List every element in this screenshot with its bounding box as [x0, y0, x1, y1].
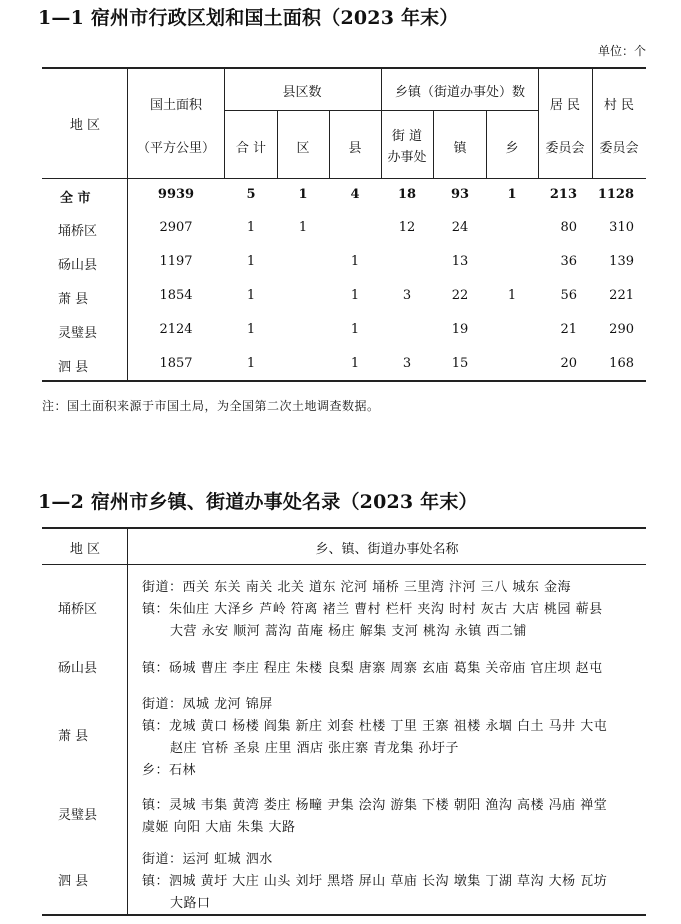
row-resident: 21	[560, 322, 577, 337]
table2-top-rule	[42, 527, 646, 529]
row-district: 砀山县	[58, 258, 98, 273]
row-area: 2907	[159, 220, 193, 235]
header-resident-committee: 居 民	[549, 98, 581, 113]
table1-title: 1—1 宿州市行政区划和国土面积（2023 年末）	[38, 7, 459, 29]
row-district: 砀山县	[58, 661, 98, 676]
row-xian: 1	[350, 356, 360, 371]
town-list: 镇：龙城 黄口 杨楼 阎集 新庄 刘套 杜楼 丁里 王寨 祖楼 永堌 白土 马井 大屯	[142, 719, 608, 734]
header-street-office: 办事处	[387, 150, 427, 165]
row-xian: 1	[350, 288, 360, 303]
row-town: 15	[451, 356, 469, 371]
row-district: 全 市	[60, 191, 91, 206]
row-village: 1128	[597, 187, 634, 202]
row-district: 泗 县	[58, 360, 89, 375]
row-xian: 1	[350, 254, 360, 269]
table1-vrule	[381, 67, 382, 178]
row-town: 13	[451, 254, 469, 269]
header-township-count: 乡镇（街道办事处）数	[394, 85, 526, 100]
town-list-cont: 虞姬 向阳 大庙 朱集 大路	[142, 820, 296, 835]
row-village: 139	[609, 254, 634, 269]
row-total: 1	[246, 322, 256, 337]
row-district: 萧 县	[58, 729, 89, 744]
row-village: 310	[609, 220, 634, 235]
table1-vrule	[433, 110, 434, 178]
row-total: 1	[246, 356, 256, 371]
header-street: 街 道	[391, 129, 423, 144]
row-resident: 36	[560, 254, 577, 269]
row-town: 93	[450, 187, 470, 202]
header-area-unit: （平方公里）	[136, 141, 216, 156]
row-district: 灵璧县	[58, 326, 98, 341]
table2-header-bottom-rule	[42, 564, 646, 565]
row-street: 3	[402, 356, 412, 371]
table1-vrule	[127, 67, 128, 178]
row-area: 1854	[159, 288, 193, 303]
header-county-district-count: 县区数	[282, 85, 322, 100]
table1-bottom-rule	[42, 380, 646, 382]
row-xiang: 1	[507, 288, 517, 303]
row-resident: 20	[560, 356, 577, 371]
header-town: 镇	[453, 141, 467, 156]
table1-vrule	[486, 110, 487, 178]
town-list: 镇：砀城 曹庄 李庄 程庄 朱楼 良梨 唐寨 周寨 玄庙 葛集 关帝庙 官庄坝 赵屯	[142, 661, 603, 676]
header-xian: 县	[348, 141, 362, 156]
table2-vrule	[127, 527, 128, 914]
unit-label: 单位：个	[597, 44, 646, 58]
row-district: 埇桥区	[58, 224, 98, 239]
xiang-list: 乡：石林	[142, 763, 197, 778]
row-xian: 4	[350, 187, 360, 202]
town-list-cont: 赵庄 官桥 圣泉 庄里 酒店 张庄寨 青龙集 孙圩子	[170, 741, 459, 756]
header-qu: 区	[296, 141, 310, 156]
row-town: 22	[451, 288, 469, 303]
row-resident: 56	[560, 288, 577, 303]
row-district: 灵璧县	[58, 808, 98, 823]
header-xiang: 乡	[505, 141, 519, 156]
town-list-cont: 大营 永安 顺河 蒿沟 苗庵 杨庄 解集 支河 桃沟 永镇 西二铺	[170, 624, 527, 639]
table2-header-names: 乡、镇、街道办事处名称	[315, 542, 459, 557]
table1-vrule	[329, 110, 330, 178]
row-street: 3	[402, 288, 412, 303]
row-xiang: 1	[507, 187, 517, 202]
town-list: 镇：朱仙庄 大泽乡 芦岭 符离 褚兰 曹村 栏杆 夹沟 时村 灰古 大店 桃园 蕲县	[142, 602, 603, 617]
header-area: 国土面积	[149, 98, 203, 113]
row-area: 2124	[159, 322, 193, 337]
header-resident-committee-2: 委员会	[545, 141, 585, 156]
row-total: 1	[246, 254, 256, 269]
row-village: 168	[609, 356, 634, 371]
row-resident: 213	[549, 187, 577, 202]
table1-note: 注：国土面积来源于市国土局，为全国第二次土地调查数据。	[42, 399, 380, 413]
row-village: 290	[609, 322, 634, 337]
row-village: 221	[609, 288, 634, 303]
table2-title: 1—2 宿州市乡镇、街道办事处名录（2023 年末）	[38, 491, 478, 513]
header-village-committee: 村 民	[603, 98, 635, 113]
table2-bottom-rule	[42, 914, 646, 916]
row-total: 1	[246, 220, 256, 235]
row-xian: 1	[350, 322, 360, 337]
row-qu: 1	[298, 220, 308, 235]
table1-vrule	[538, 67, 539, 178]
table1-vrule	[277, 110, 278, 178]
street-list: 街道：运河 虹城 泗水	[142, 852, 273, 867]
row-district: 埇桥区	[58, 602, 98, 617]
town-list-cont: 大路口	[170, 896, 211, 911]
table1-top-rule	[42, 67, 646, 69]
row-district: 泗 县	[58, 874, 89, 889]
row-district: 萧 县	[58, 292, 89, 307]
row-town: 19	[451, 322, 469, 337]
row-town: 24	[451, 220, 469, 235]
town-list: 镇：灵城 韦集 黄湾 娄庄 杨疃 尹集 浍沟 游集 下楼 朝阳 渔沟 高楼 冯庙 禅堂	[142, 798, 608, 813]
row-total: 1	[246, 288, 256, 303]
table1-vrule	[127, 178, 128, 380]
row-street: 18	[397, 187, 417, 202]
town-list: 镇：泗城 黄圩 大庄 山头 刘圩 黑塔 屏山 草庙 长沟 墩集 丁湖 草沟 大杨 瓦坊	[142, 874, 608, 889]
row-area: 1197	[159, 254, 193, 269]
row-area: 9939	[157, 187, 195, 202]
row-street: 12	[398, 220, 416, 235]
street-list: 街道：西关 东关 南关 北关 道东 沱河 埇桥 三里湾 汴河 三八 城东 金海	[142, 580, 571, 595]
table2-header-district: 地 区	[69, 542, 101, 557]
row-resident: 80	[560, 220, 577, 235]
header-total: 合 计	[235, 141, 267, 156]
header-district: 地 区	[69, 118, 101, 133]
header-village-committee-2: 委员会	[599, 141, 639, 156]
row-qu: 1	[298, 187, 308, 202]
row-area: 1857	[159, 356, 193, 371]
street-list: 街道：凤城 龙河 锦屏	[142, 697, 273, 712]
table1-vrule	[224, 67, 225, 178]
table1-header-bottom-rule	[42, 178, 646, 179]
row-total: 5	[246, 187, 256, 202]
table1-vrule	[592, 67, 593, 178]
